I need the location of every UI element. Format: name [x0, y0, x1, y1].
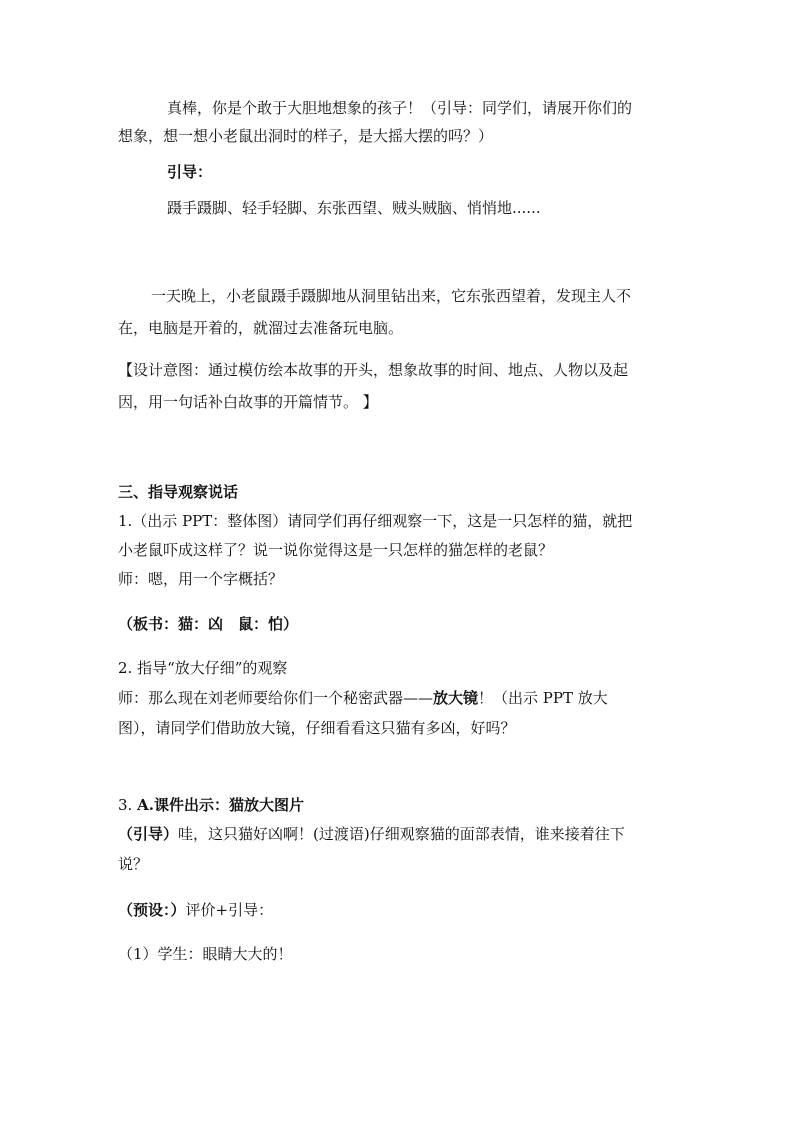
section3-title: 三、指导观察说话 [118, 483, 239, 501]
answer-1: （1）学生：眼睛大大的！ [118, 945, 293, 963]
item3-line1 [118, 795, 304, 815]
magnifier-term: 放大镜 [433, 689, 479, 707]
item2-line1: 2. 指导“放大仔细”的观察 [118, 659, 288, 677]
item2-line2 [118, 688, 608, 708]
para2-line1: 一天晚上，小老鼠蹑手蹑脚地从洞里钻出来，它东张西望着，发现主人不 [151, 287, 632, 305]
item2-line2-start: 师：那么现在刘老师要给你们一个秘密武器—— [118, 689, 434, 707]
item3-number: 3. [118, 796, 138, 814]
preset-line [118, 900, 273, 920]
board-note: （板书：猫：凶 鼠：怕） [118, 615, 299, 633]
guide1-words: 蹑手蹑脚、轻手轻脚、东张西望、贼头贼脑、悄悄地...... [167, 199, 541, 217]
item3-line2 [118, 824, 625, 844]
item1-line2: 小老鼠吓成这样了？说一说你觉得这是一只怎样的猫怎样的老鼠？ [118, 541, 554, 559]
item2-line2-end: ！（出示 PPT 放大 [478, 689, 608, 707]
item1-line3: 师：嗯，用一个字概括？ [118, 570, 284, 588]
item3-line2-text: 哇，这只猫好凶啊！(过渡语)仔细观察猫的面部表情，谁来接着往下 [178, 825, 625, 843]
guide1-label: 引导： [167, 163, 213, 181]
para1-line2: 想象，想一想小老鼠出洞时的样子，是大摇大摆的吗？） [118, 127, 494, 145]
preset-label: （预设：） [118, 901, 186, 919]
item3-line3: 说？ [118, 855, 149, 873]
para2-line2: 在，电脑是开着的，就溜过去准备玩电脑。 [118, 319, 404, 337]
item3-guide-label: （引导） [118, 825, 179, 843]
design-intent-line2: 因，用一句话补白故事的开篇情节。 】 [118, 393, 378, 411]
preset-text: 评价+引导： [185, 901, 274, 919]
para1-line1: 真棒，你是个敢于大胆地想象的孩子！（引导：同学们，请展开你们的 [167, 99, 633, 117]
item2-line3: 图），请同学们借助放大镜，仔细看看这只猫有多凶，好吗？ [118, 719, 516, 737]
item3-title: A.课件出示：猫放大图片 [137, 796, 304, 814]
item1-line1: 1.（出示 PPT：整体图）请同学们再仔细观察一下，这是一只怎样的猫，就把 [118, 512, 633, 530]
design-intent-line1: 【设计意图：通过模仿绘本故事的开头，想象故事的时间、地点、人物以及起 [118, 361, 629, 379]
